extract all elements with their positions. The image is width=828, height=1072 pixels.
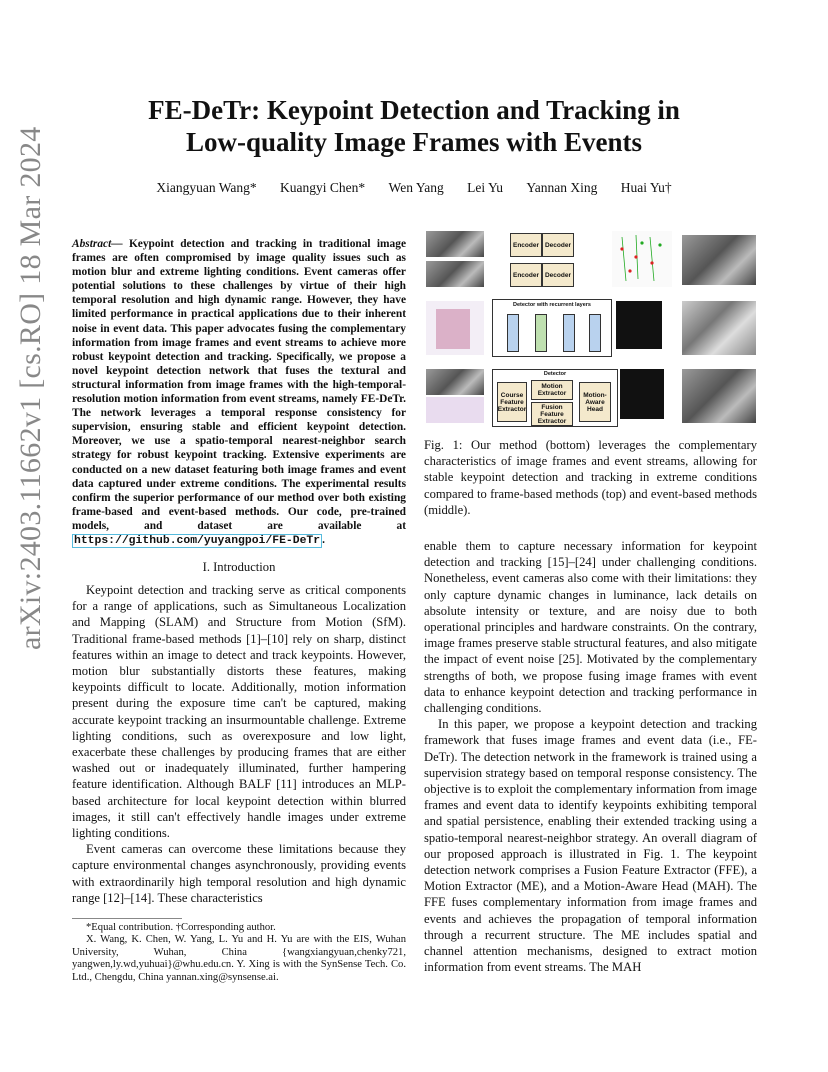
motion-aware-head-box: Motion-Aware Head: [579, 382, 611, 422]
intro-paragraph-1: Keypoint detection and tracking serve as critical components for a range of applications, such as Simultaneous Localization and Mapping (SLAM) and Structure from Motion (SfM). Traditional frame-based methods [1]–[10] rely on sharp, distinct features within an image to detect and track keypoints. However, motion blur substantially distorts these features, making keypoints difficult to locate. Additionally, motion information present during the exposure time can't be captured, making accurate keypoint tracking an insurmountable challenge. Extreme lighting conditions, such as overexposure and low light, exacerbate these challenges by producing frames that are either washed out or inadequately illuminated, further hampering feature identification. Although BALF [11] introduces an MLP-based architecture for local keypoint detection within blurred images, it still can't effectively handle images under extreme lighting conditions.: [72, 583, 406, 841]
author: Wen Yang: [388, 180, 444, 195]
abstract: Abstract— Keypoint detection and tracking in traditional image frames are often compromised by image quality issues such as motion blur and extreme lighting conditions. Event cameras offer potential solutions to these challenges by virtue of their high temporal resolution and high dynamic range. However, they have limited performance in practical applications due to their inherent noise in event data. This paper advocates fusing the complementary information from image frames and event streams to achieve more robust keypoint detection and tracking. Specifically, we propose a novel keypoint detection network that fuses the textural and structural information from image frames with the high-temporal-resolution motion information from event streams, namely FE-DeTr. The network leverages a temporal response consistency for supervision, ensuring stable and efficient keypoint detection. Moreover, we use a spatio-temporal nearest-neighbor search strategy for robust keypoint tracking. Extensive experiments are conducted on a new dataset featuring both image frames and event data captured under extreme conditions. The experimental results confirm the superior performance of our method over both existing frame-based and event-based methods. Our code, pre-trained models, and dataset are available at https://github.com/yuyangpoi/FE-DeTr .: [72, 238, 406, 547]
author: Lei Yu: [467, 180, 503, 195]
detector-recurrent-label: Detector with recurrent layers: [513, 302, 591, 308]
abstract-text: Keypoint detection and tracking in traditional image frames are often compromised by image quality issues such as motion blur and extreme lighting conditions. Event cameras offer potential solutions to these challenges by virtue of their high temporal resolution and high dynamic range. However, they have limited performance in practical applications due to their inherent noise in event data. This paper advocates fusing the complementary information from image frames and event streams to achieve more robust keypoint detection and tracking. Specifically, we propose a novel keypoint detection network that fuses the textural and structural information from image frames with the high-temporal-resolution motion information from event streams, namely FE-DeTr. The network leverages a temporal response consistency for supervision, ensuring stable and efficient keypoint detection. Moreover, we use a spatio-temporal nearest-neighbor search strategy for robust keypoint tracking. Extensive experiments are conducted on a new dataset featuring both image frames and event data captured under extreme conditions. The experimental results confirm the superior performance of our method over both existing frame-based and event-based methods. Our code, pre-trained models, and dataset are available at: [72, 238, 406, 532]
frame-result-image: [682, 235, 756, 285]
blurred-frame-image: [426, 231, 484, 257]
encoder-box: Encoder: [510, 233, 542, 257]
abstract-label: Abstract—: [72, 238, 123, 250]
footnotes: [72, 918, 406, 984]
event-stream-image: [426, 301, 484, 355]
keypoint-match-plot: [612, 231, 672, 287]
intro-text: [72, 582, 406, 906]
paper-title: [0, 94, 828, 158]
input-event-image: [426, 397, 484, 423]
event-result-image: [682, 301, 756, 355]
event-points: [426, 301, 484, 355]
footnote-equal-contribution: *Equal contribution. †Corresponding author.: [86, 922, 276, 933]
encoder-box: Encoder: [510, 263, 542, 287]
right-paragraph-2: In this paper, we propose a keypoint detection and tracking framework that fuses image frames and event data (i.e., FE-DeTr). The detection network in the framework is trained using a supervision strategy based on temporal response consistency. The objective is to exploit the complementary information from image frames and event data to identify keypoints exhibiting temporal and spatial persistence, enabling their extended tracking using a spatio-temporal nearest-neighbor strategy. An overall diagram of our proposed approach is illustrated in Fig. 1. The keypoint detection network comprises a Fusion Feature Extractor (FFE), a Motion Extractor (ME), and a Motion-Aware Head (MAH). The FFE fuses complementary information from image frames and events and achieves the propagation of temporal information through a recurrent structure. The ME includes spatial and channel attention mechanisms, designed to extract motion information from event streams. The MAH: [424, 717, 757, 975]
code-link[interactable]: https://github.com/yuyangpoi/FE-DeTr: [74, 534, 321, 547]
fused-heatmap-output: [620, 369, 664, 419]
detector-recurrent-box: [492, 299, 612, 357]
detector-label: Detector: [543, 371, 567, 377]
blurred-frame-image: [426, 261, 484, 287]
layer-block: [507, 314, 519, 352]
course-feature-extractor-box: Course Feature Extractor: [497, 382, 527, 422]
layer-block: [589, 314, 601, 352]
author-list: [0, 180, 828, 196]
figure-caption: Fig. 1: Our method (bottom) leverages the complementary characteristics of image frames and event streams, allowing for stable keypoint detection and tracking in extreme conditions compared to frame-based methods (top) and event-based methods (middle).: [424, 438, 757, 517]
footnote-affiliations: X. Wang, K. Chen, W. Yang, L. Yu and H. Yu are with the EIS, Wuhan University, Wuhan, China {wangxiangyuan,chenky721, yangwen,ly.wd,yuhuai}@whu.edu.cn. Y. Xing is with the SynSense Tech. Co. Ltd., Chengdu, China yannan.xing@synsense.ai.: [72, 934, 406, 983]
arxiv-identifier: arXiv:2403.11662v1 [cs.RO] 18 Mar 2024: [14, 126, 47, 650]
layer-block: [535, 314, 547, 352]
title-line-1: FE-DeTr: Keypoint Detection and Tracking in: [148, 95, 680, 125]
decoder-box: Decoder: [542, 263, 574, 287]
title-line-2: Low-quality Image Frames with Events: [186, 127, 642, 157]
section-heading: I. Introduction: [202, 560, 276, 574]
intro-paragraph-2: Event cameras can overcome these limitations because they capture environmental changes asynchronously, providing events with extraordinarily high temporal resolution and high dynamic range [12]–[14]. These characteristics: [72, 842, 406, 905]
fused-result-image: [682, 369, 756, 423]
detector-box: [492, 369, 618, 427]
motion-extractor-box: Motion Extractor: [531, 380, 573, 400]
keypoint-dots: [612, 231, 672, 287]
right-column-text: [424, 538, 757, 975]
heatmap-output: [616, 301, 662, 349]
footnote-rule: [72, 918, 182, 919]
layer-block: [563, 314, 575, 352]
author: Yannan Xing: [526, 180, 598, 195]
figure-1: [424, 229, 758, 429]
author: Huai Yu†: [620, 180, 672, 195]
input-frame-image: [426, 369, 484, 395]
author: Kuangyi Chen*: [280, 180, 366, 195]
right-paragraph-1: enable them to capture necessary information for keypoint detection and tracking [15]–[24] under challenging conditions. Nonetheless, event cameras also come with their limitations: they only capture dynamic changes in luminance, lack details on absolute intensity or texture, and are noisy due to both operational principles and hardware constraints. On the contrary, image frames preserve stable structural features, and also mitigate the impact of event noise [25]. Motivated by the complementary strengths of both, we propose fusing image frames with event data to enhance keypoint detection and tracking performance in challenging conditions.: [424, 539, 757, 716]
decoder-box: Decoder: [542, 233, 574, 257]
fusion-feature-extractor-box: Fusion Feature Extractor: [531, 402, 573, 426]
author: Xiangyuan Wang*: [156, 180, 257, 195]
